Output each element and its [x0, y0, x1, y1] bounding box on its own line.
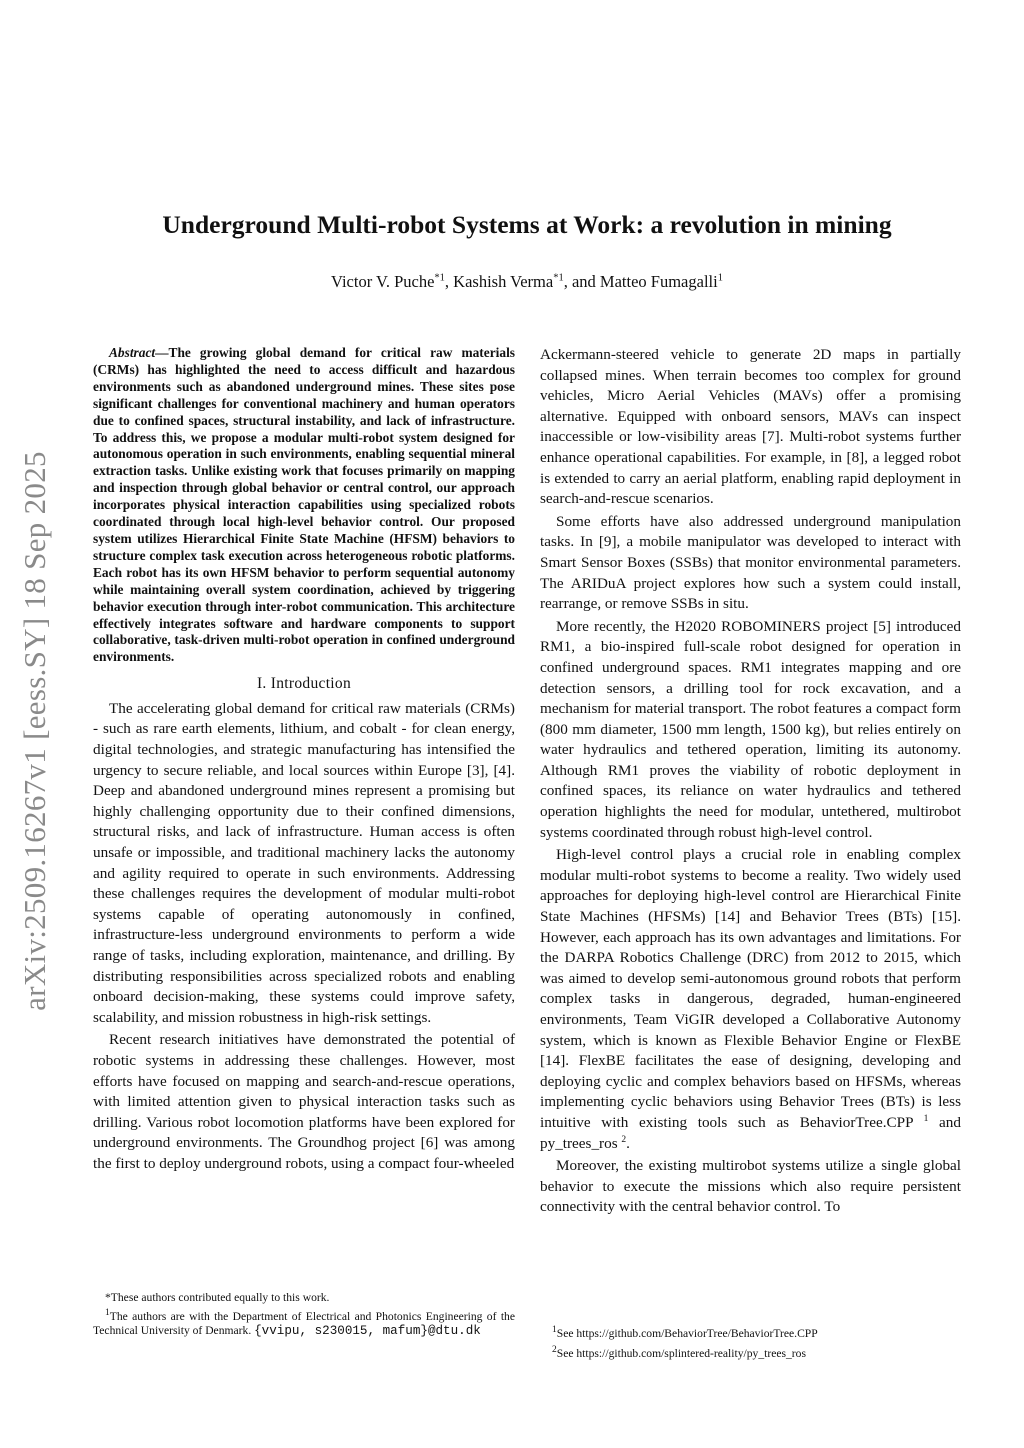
author-separator: ,	[444, 272, 454, 291]
footnote-mark: 1	[105, 1307, 110, 1318]
abstract-text: The growing global demand for critical raw materials (CRMs) has highlighted the need to access difficult and hazardous environments such as abandoned underground mines. These sites pose significant challenges for conventional machinery and human operators due to confined spaces, structural instability, and lack of infrastructure. To address this, we propose a modular multi-robot system designed for autonomous operation in such environments, enabling sequential mineral extraction tasks. Unlike existing work that focuses primarily on mapping and inspection through global behavior or central control, our approach incorporates physical interaction capabilities using specialized robots coordinated through local high-level behavior control. Our proposed system utilizes Hierarchical Finite State Machine (HFSM) behaviors to structure complex task execution across heterogeneous robotic platforms. Each robot has its own HFSM behavior to perform sequential autonomy while maintaining overall system coordination, achieved by triggering behavior execution through inter-robot communication. This architecture effectively integrates software and hardware components to support collaborative, task-driven multi-robot operation in confined underground environments.	[93, 345, 515, 665]
abstract-label: Abstract	[109, 345, 156, 360]
abstract	[93, 345, 515, 666]
paragraph-text: .	[626, 1134, 630, 1152]
body-paragraph: Recent research initiatives have demonstrated the potential of robotic systems in addressing these challenges. However, most efforts have focused on mapping and search-and-rescue operations, with limited attention given to physical interaction tasks such as drilling. Various robot locomotion platforms have been explored for underground environments. The Groundhog project [6] was among the first to deploy underground robots, using a compact four-wheeled	[93, 1031, 515, 1172]
author-name: Victor V. Puche	[331, 272, 435, 291]
affiliation-text: The authors are with the Department of Electrical and Photonics Engineering of the Technical University of Denmark.	[93, 1309, 515, 1338]
footnotes-right	[540, 1322, 961, 1362]
section-heading-introduction: I. Introduction	[256, 675, 352, 693]
footnote-ref: 1	[923, 1113, 929, 1124]
footnote-mark: 1	[552, 1325, 557, 1335]
author-emails: {vvipu, s230015, mafum}@dtu.dk	[254, 1324, 481, 1339]
body-paragraph: Some efforts have also addressed underground manipulation tasks. In [9], a mobile manipulator was developed to interact with Smart Sensor Boxes (SSBs) that monitor environmental parameters. The ARIDuA project explores how such a system could install, rearrange, or remove SSBs in situ.	[540, 512, 961, 613]
footnote-url-text: See https://github.com/BehaviorTree/BehaviorTree.CPP	[556, 1326, 818, 1340]
author-mark: 1	[717, 272, 723, 284]
body-paragraph	[540, 845, 961, 1154]
footnote-link	[540, 1322, 961, 1342]
author-separator: , and	[563, 272, 600, 291]
author-name: Matteo Fumagalli	[599, 272, 718, 291]
body-paragraph: The accelerating global demand for critical raw materials (CRMs) - such as rare earth elements, lithium, and cobalt - for clean energy, digital technologies, and strategic manufacturing has intensified the urgency to secure reliable, and local sources within Europe [3], [4]. Deep and abandoned underground mines represent a promising but highly challenging opportunity due to their confined dimensions, structural risks, and lack of infrastructure. Human access is often unsafe or impossible, and traditional machinery lacks the autonomy and agility required to operate in such environments. Addressing these challenges requires the development of modular multi-robot systems capable of operating autonomously in confined, infrastructure-less underground environments to perform a wide range of tasks, including exploration, maintenance, and drilling. By distributing responsibilities across specialized robots and enabling onboard decision-making, these systems could improve safety, scalability, and mission robustness in high-risk settings.	[93, 699, 515, 1026]
paper-title: Underground Multi-robot Systems at Work: a revolution in mining	[162, 210, 892, 239]
arxiv-id: arXiv:2509.16267v1 [eess.SY] 18 Sep 2025	[17, 451, 52, 1011]
body-paragraph: Moreover, the existing multirobot systems utilize a single global behavior to execute the missions which also require persistent connectivity with the central behavior control. To	[540, 1157, 961, 1216]
body-paragraph: More recently, the H2020 ROBOMINERS project [5] introduced RM1, a bio-inspired full-scale robot designed for operation in confined underground spaces. RM1 integrates mapping and ore detection sensors, a drilling tool for rock excavation, and a mechanism for material transport. The robot features a compact form (800 mm diameter, 1500 mm length, 1500 kg), but relies entirely on water hydraulics and tethered operation, limiting its autonomy. Although RM1 proves the viability of robotic deployment in confined spaces, its reliance on water hydraulics and tethered operation highlights the need for modular, untethered, multirobot systems coordinated through robust high-level control.	[540, 617, 961, 841]
author-name: Kashish Verma	[453, 272, 554, 291]
author-mark: *1	[434, 272, 445, 284]
paragraph-text: and py_trees_ros	[540, 1113, 961, 1152]
left-column	[93, 345, 515, 1174]
footnote-url-text: See https://github.com/splintered-reality/py_trees_ros	[556, 1346, 806, 1360]
footnotes-left	[93, 1291, 515, 1339]
footnote-link	[540, 1342, 961, 1362]
author-mark: *1	[553, 272, 564, 284]
footnote-mark: 2	[552, 1344, 557, 1355]
abstract-dash: —	[155, 345, 169, 360]
arxiv-identifier-stamp	[0, 411, 70, 1051]
right-column	[540, 345, 961, 1218]
footnote-equal-contribution: *These authors contributed equally to this work.	[105, 1291, 330, 1304]
body-paragraph: Ackermann-steered vehicle to generate 2D maps in partially collapsed mines. When terrain becomes too complex for ground vehicles, Micro Aerial Vehicles (MAVs) offer a promising alternative. Equipped with onboard sensors, MAVs can inspect inaccessible or low-visibility areas [7]. Multi-robot systems further enhance operational capabilities. For example, in [8], a legged robot is extended to carry an aerial platform, enabling rapid deployment in search-and-rescue scenarios.	[540, 346, 961, 508]
author-line	[90, 272, 964, 292]
paragraph-text: High-level control plays a crucial role in enabling complex modular multi-robot systems to become a reality. Two widely used approaches for deploying high-level control are Hierarchical Finite State Machines (HFSMs) [14] and Behavior Trees (BTs) [15]. However, each approach has its own advantages and limitations. For the DARPA Robotics Challenge (DRC) from 2012 to 2015, which was aimed to develop semi-autonomous ground robots that perform complex tasks in dangerous, degraded, human-engineered environments, Team ViGIR developed a Collaborative Autonomy system, which is known as Flexible Behavior Engine or FlexBE [14]. FlexBE facilitates the ease of designing, developing and deploying cyclic and complex behaviors based on HFSMs, whereas implementing cyclic behaviors using Behavior Trees (BTs) is less intuitive with existing tools such as BehaviorTree.CPP	[540, 846, 961, 1131]
footnote-ref: 2	[621, 1134, 627, 1145]
footnote-affiliation	[93, 1306, 515, 1339]
